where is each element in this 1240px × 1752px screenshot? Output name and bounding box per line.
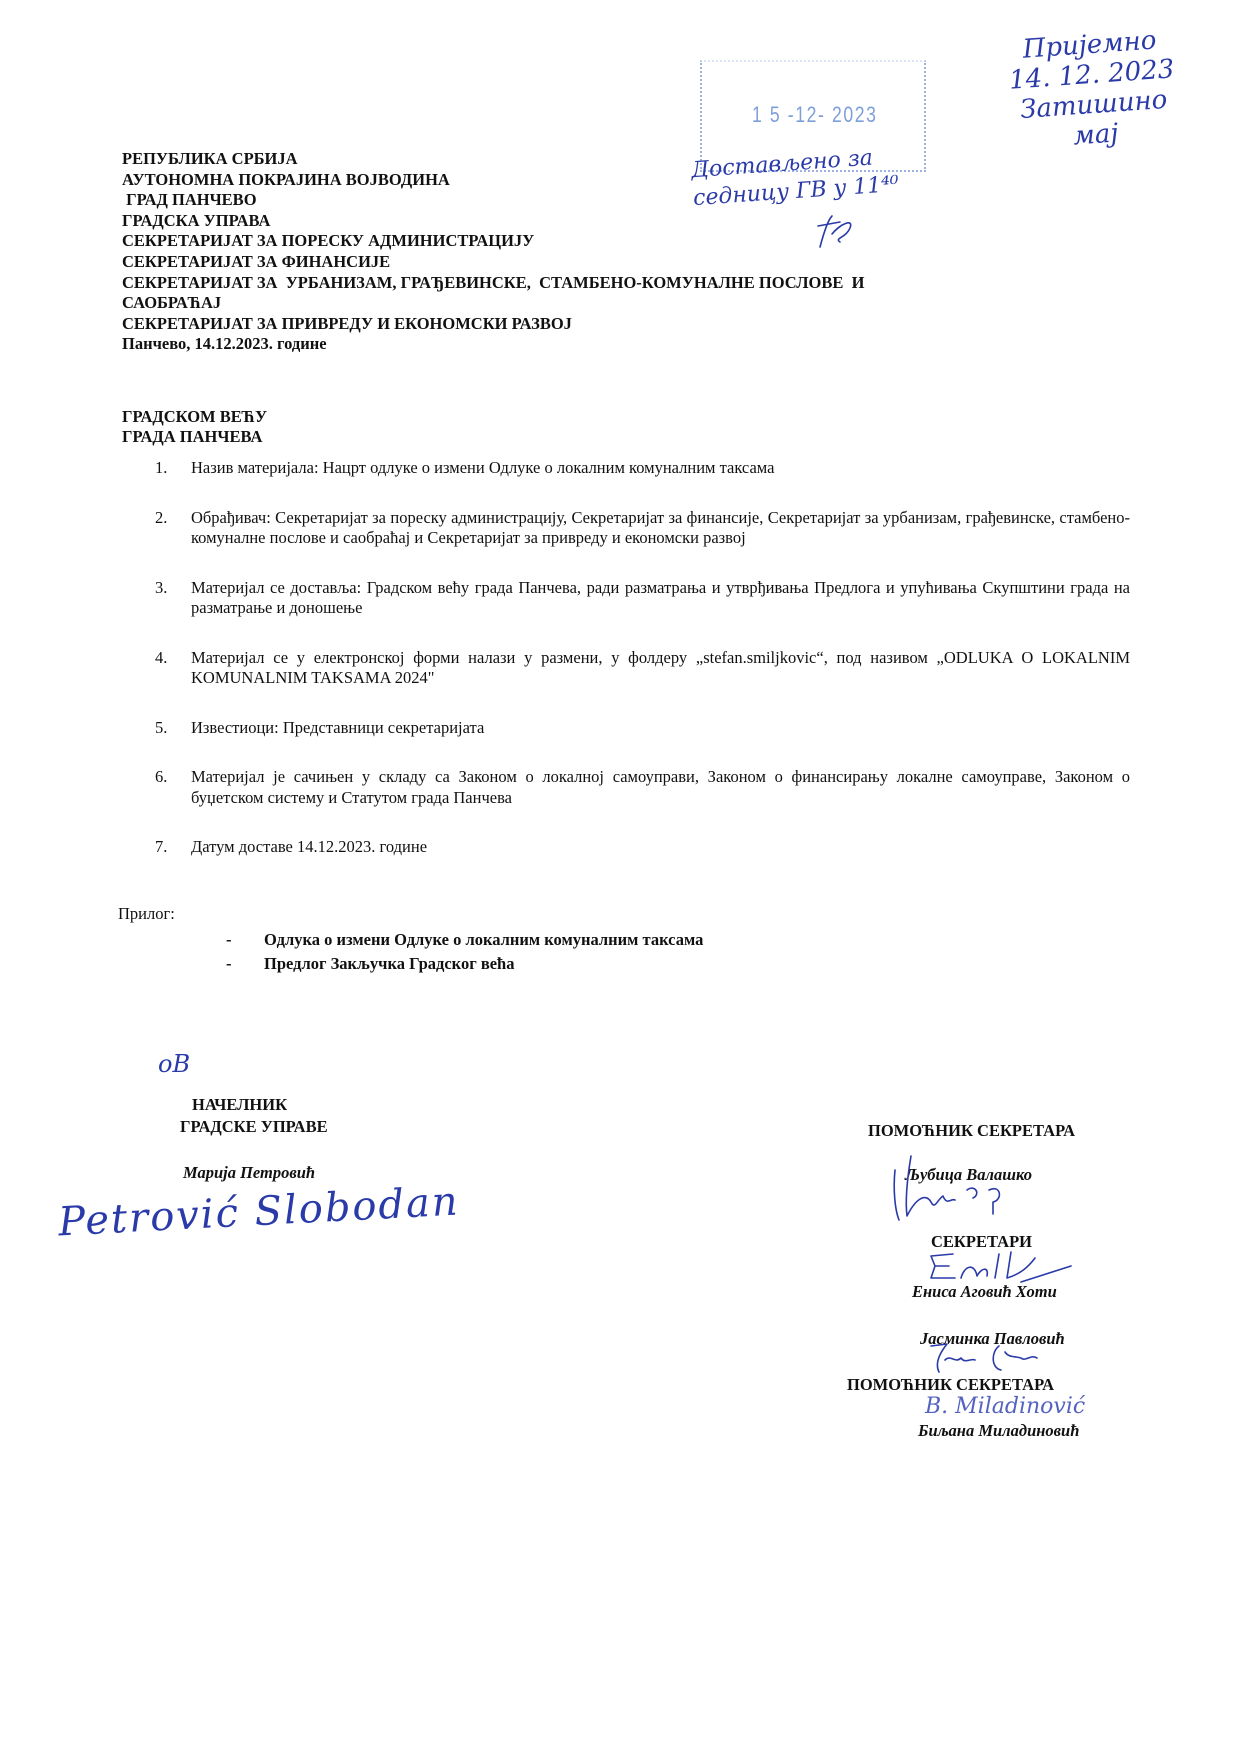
addressee-line: ГРАДА ПАНЧЕВА xyxy=(122,427,263,446)
assistant-secretary-title: ПОМОЋНИК СЕКРЕТАРА xyxy=(847,1375,1054,1394)
item-text: Обрађивач: Секретаријат за пореску администрацију, Секретаријат за финансије, Секретаријат за урбанизам, грађевинске, стамбено-комуналне послове и саобраћај и Секретаријат за привреду и економски развој xyxy=(191,507,1130,547)
header-date: Панчево, 14.12.2023. године xyxy=(122,334,327,354)
head-signature: Petrović Slobodan xyxy=(57,1178,461,1246)
header-line: ГРАДСКА УПРАВА xyxy=(122,210,271,230)
attachment-item: - Одлука о измени Одлуке о локалним комуналним таксама xyxy=(226,930,704,949)
item-number: 1. xyxy=(155,458,168,477)
list-item xyxy=(155,458,1130,479)
header-line: АУТОНОМНА ПОКРАЈИНА ВОЈВОДИНА xyxy=(122,169,450,189)
header-line: РЕПУБЛИКА СРБИЈА xyxy=(122,149,298,168)
attachments-list xyxy=(226,928,703,976)
assistant-secretary-title: ПОМОЋНИК СЕКРЕТАРА xyxy=(868,1121,1075,1140)
item-text: Материјал је сачињен у складу са Законом о локалној самоуправи, Законом о финансирању локалне самоуправе, Законом о буџетском систему и Статутом града Панчева xyxy=(191,767,1130,807)
note-line: седницу ГВ у 11⁴⁰ xyxy=(692,171,900,212)
header-line: СЕКРЕТАРИЈАТ ЗА ПОРЕСКУ АДМИНИСТРАЦИЈУ xyxy=(122,231,535,251)
signature-mark xyxy=(925,1338,1055,1378)
signer-name: Јасминка Павловић xyxy=(920,1329,1065,1348)
item-text: Назив материјала: Нацрт одлуке о измени Одлуке о локалним комуналним таксама xyxy=(191,458,775,477)
item-text: Материјал се у електронској форми налази у размени, у фолдеру „stefan.smiljkovic“, под називом „ODLUKA O LOKALNIM KOMUNALNIM TAKSAMA 2024" xyxy=(191,647,1130,687)
handwritten-registry-note xyxy=(1006,24,1179,155)
item-text: Материјал се доставља: Градском већу града Панчева, ради разматрања и утврђивања Предлога и упућивања Скупштини града на разматрање и доношење xyxy=(191,577,1130,617)
signer-name: Биљана Миладиновић xyxy=(918,1421,1080,1440)
list-item xyxy=(155,578,1130,619)
signature-mark xyxy=(885,1150,1015,1230)
attachment-text: Предлог Закључка Градског већа xyxy=(264,954,515,973)
addressee xyxy=(122,407,267,447)
list-item xyxy=(155,718,1130,739)
item-number: 6. xyxy=(155,767,168,786)
note-line: Затишино xyxy=(1019,84,1169,126)
attachments-label: Прилог: xyxy=(118,904,175,923)
header-line: ГРАД ПАНЧЕВО xyxy=(122,190,257,210)
initials-signature: оВ xyxy=(158,1050,191,1078)
title-line: НАЧЕЛНИК xyxy=(192,1095,288,1114)
attachment-item: - Предлог Закључка Градског већа xyxy=(226,954,515,973)
note-line: Достављено за xyxy=(690,145,874,184)
head-name: Марија Петровић xyxy=(183,1163,316,1182)
secretaries-title: СЕКРЕТАРИ xyxy=(931,1232,1032,1251)
header-line: СЕКРЕТАРИЈАТ ЗА ФИНАНСИЈЕ xyxy=(122,251,391,271)
signature-mark: B. Miladinović xyxy=(925,1394,1086,1419)
head-title xyxy=(180,1094,328,1138)
note-line: мај xyxy=(1072,118,1120,152)
list-item xyxy=(155,837,1130,858)
item-number: 5. xyxy=(155,717,168,737)
list-item xyxy=(155,508,1130,549)
item-text: Известиоци: Представници секретаријата xyxy=(191,717,485,737)
list-item xyxy=(155,767,1130,808)
attachment-text: Одлука о измени Одлуке о локалним комуналним таксама xyxy=(264,930,704,949)
items-list xyxy=(155,458,1130,887)
header-line: СЕКРЕТАРИЈАТ ЗА ПРИВРЕДУ И ЕКОНОМСКИ РАЗВОЈ xyxy=(122,313,572,333)
item-text: Датум доставе 14.12.2023. године xyxy=(191,837,428,856)
header-line: САОБРАЋАЈ xyxy=(122,293,222,313)
note-line: 14. 12. 2023 xyxy=(1008,54,1176,96)
item-number: 2. xyxy=(155,507,168,527)
list-item xyxy=(155,648,1130,689)
title-line: ГРАДСКЕ УПРАВЕ xyxy=(180,1117,328,1136)
header-line: СЕКРЕТАРИЈАТ ЗА УРБАНИЗАМ, ГРАЂЕВИНСКЕ, СТАМБЕНО-КОМУНАЛНЕ ПОСЛОВЕ И xyxy=(122,272,865,292)
document-header xyxy=(122,149,864,355)
item-number: 7. xyxy=(155,837,168,856)
signer-name: Љубица Валашко xyxy=(905,1165,1032,1184)
addressee-line: ГРАДСКОМ ВЕЋУ xyxy=(122,407,268,426)
note-line: Пријемно xyxy=(1021,25,1158,65)
stamp-date: 1 5 -12- 2023 xyxy=(752,102,878,127)
signer-name: Ениса Аговић Хоти xyxy=(912,1282,1057,1301)
item-number: 4. xyxy=(155,647,168,667)
item-number: 3. xyxy=(155,577,168,597)
